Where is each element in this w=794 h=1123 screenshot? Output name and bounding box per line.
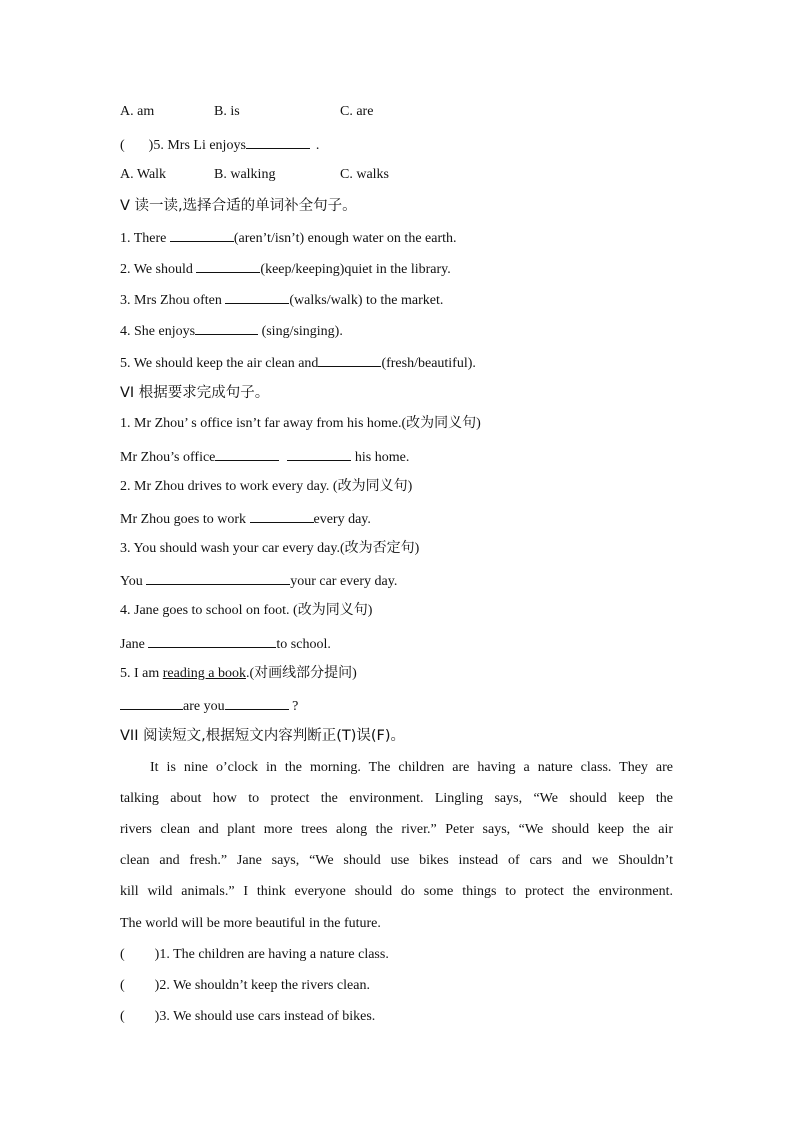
item-text: )3. We should use cars instead of bikes. bbox=[154, 1009, 376, 1024]
answer-text: Jane bbox=[120, 637, 149, 652]
reading-passage bbox=[120, 758, 673, 948]
judge-item-1 bbox=[120, 945, 389, 965]
mc-question-5 bbox=[120, 134, 319, 156]
answer-blank[interactable] bbox=[196, 258, 260, 273]
passage-line: kill wild animals.” I think everyone should do some things to protect the environment. bbox=[120, 884, 673, 899]
passage-line: It is nine o’clock in the morning. The children are having a nature class. They are bbox=[150, 760, 673, 775]
answer-blank[interactable] bbox=[250, 508, 314, 523]
section-5-item-1 bbox=[120, 227, 457, 249]
answer-text: Mr Zhou’s office bbox=[120, 450, 216, 465]
answer-text: every day. bbox=[313, 512, 371, 527]
answer-blank[interactable] bbox=[148, 633, 276, 648]
answer-blank[interactable] bbox=[287, 446, 351, 461]
answer-blank[interactable] bbox=[120, 695, 183, 710]
answer-text: to school. bbox=[276, 637, 331, 652]
section-6-question-2: 2. Mr Zhou drives to work every day. (改为同义句) bbox=[120, 479, 413, 494]
answer-text: your car every day. bbox=[290, 574, 398, 589]
section-6-question-1: 1. Mr Zhou’ s office isn’t far away from his home.(改为同义句) bbox=[120, 416, 481, 431]
item-text: )2. We shouldn’t keep the rivers clean. bbox=[154, 978, 370, 993]
section-6-answer-1 bbox=[120, 446, 409, 468]
section-6-heading: VI 根据要求完成句子。 bbox=[120, 385, 270, 401]
item-text: )1. The children are having a nature class. bbox=[154, 947, 389, 962]
answer-text: are you bbox=[183, 699, 225, 714]
option-a: A. Walk bbox=[120, 167, 167, 182]
item-text: (fresh/beautiful). bbox=[381, 356, 476, 371]
option-c: C. are bbox=[340, 104, 374, 119]
option-b: B. walking bbox=[214, 167, 276, 182]
question-text: .(对画线部分提问) bbox=[245, 666, 357, 681]
section-5-item-2 bbox=[120, 258, 451, 280]
answer-blank[interactable] bbox=[146, 570, 290, 585]
section-6-answer-4 bbox=[120, 633, 331, 655]
section-5-item-4 bbox=[120, 320, 343, 342]
section-5-item-5 bbox=[120, 352, 476, 374]
item-text: (keep/keeping)quiet in the library. bbox=[260, 262, 451, 277]
answer-blank[interactable] bbox=[170, 227, 234, 242]
answer-blank[interactable] bbox=[195, 320, 258, 335]
answer-text: You bbox=[120, 574, 147, 589]
item-text: 3. Mrs Zhou often bbox=[120, 293, 226, 308]
answer-paren: ( bbox=[120, 1009, 125, 1024]
passage-line: clean and fresh.” Jane says, “We should use bikes instead of cars and we Shouldn’t bbox=[120, 853, 673, 868]
answer-paren: ( bbox=[120, 138, 125, 153]
item-text: 2. We should bbox=[120, 262, 197, 277]
answer-paren: ( bbox=[120, 947, 125, 962]
section-6-question-3: 3. You should wash your car every day.(改为否定句) bbox=[120, 541, 420, 556]
passage-line: talking about how to protect the environment. Lingling says, “We should keep the bbox=[120, 791, 673, 806]
section-6-answer-3 bbox=[120, 570, 397, 592]
judge-item-3 bbox=[120, 1007, 375, 1027]
passage-line: The world will be more beautiful in the future. bbox=[120, 916, 381, 931]
section-6-question-5 bbox=[120, 664, 357, 684]
answer-text: his home. bbox=[351, 450, 410, 465]
item-text: (sing/singing). bbox=[258, 324, 343, 339]
item-text: (walks/walk) to the market. bbox=[289, 293, 444, 308]
answer-blank[interactable] bbox=[225, 695, 289, 710]
answer-blank[interactable] bbox=[215, 446, 279, 461]
section-7-heading: VII 阅读短文,根据短文内容判断正(T)误(F)。 bbox=[120, 728, 406, 744]
section-5-item-3 bbox=[120, 289, 443, 311]
answer-text: Mr Zhou goes to work bbox=[120, 512, 250, 527]
section-5-heading: V 读一读,选择合适的单词补全句子。 bbox=[120, 198, 357, 214]
section-6-answer-2 bbox=[120, 508, 371, 530]
judge-item-2 bbox=[120, 976, 370, 996]
section-6-question-4: 4. Jane goes to school on foot. (改为同义句) bbox=[120, 603, 373, 618]
passage-line: rivers clean and plant more trees along the river.” Peter says, “We should keep the air bbox=[120, 822, 673, 837]
question-end: . bbox=[315, 138, 320, 153]
answer-blank[interactable] bbox=[318, 352, 381, 367]
option-c: C. walks bbox=[340, 167, 389, 182]
item-text: 5. We should keep the air clean and bbox=[120, 356, 319, 371]
option-b: B. is bbox=[214, 104, 240, 119]
question-text: 5. I am bbox=[120, 666, 163, 681]
answer-paren: ( bbox=[120, 978, 125, 993]
section-6-answer-5 bbox=[120, 695, 298, 717]
underlined-phrase: reading a book bbox=[162, 666, 246, 681]
item-text: 1. There bbox=[120, 231, 170, 246]
answer-blank[interactable] bbox=[246, 134, 310, 149]
option-a: A. am bbox=[120, 104, 155, 119]
question-text: )5. Mrs Li enjoys bbox=[148, 138, 246, 153]
item-text: (aren’t/isn’t) enough water on the earth. bbox=[233, 231, 457, 246]
answer-text: ? bbox=[288, 699, 299, 714]
item-text: 4. She enjoys bbox=[120, 324, 196, 339]
answer-blank[interactable] bbox=[225, 289, 289, 304]
